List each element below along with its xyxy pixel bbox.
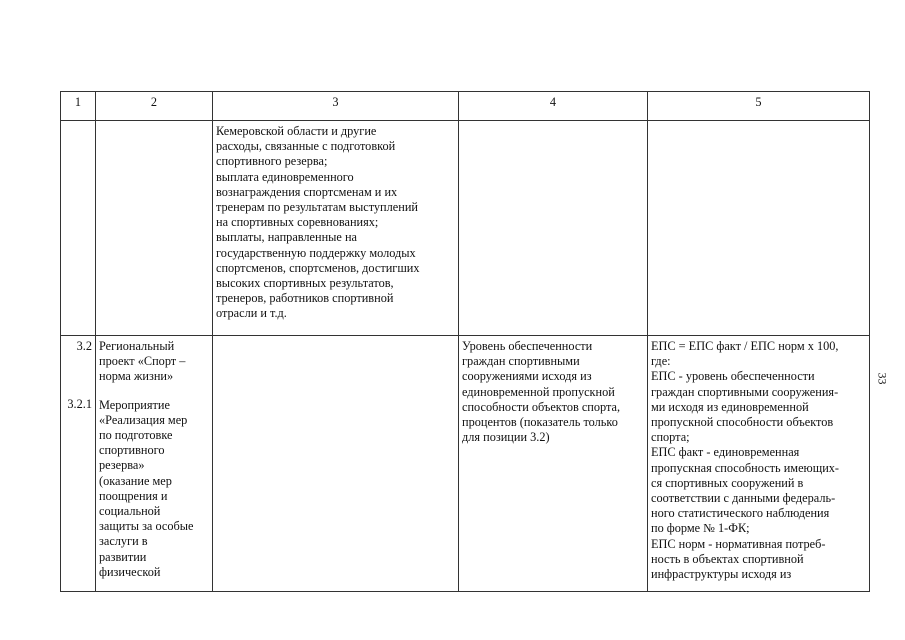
header-col-5: 5	[648, 92, 870, 121]
table-row	[61, 336, 870, 592]
measure-description: Мероприятие «Реализация мер по подготовке спортивного резерва» (оказание мер поощрения и социальной защиты за особые заслуги в развитии физической	[99, 397, 194, 579]
row1-col4	[459, 121, 648, 336]
indicator-description: Уровень обеспеченности граждан спортивными сооружениями исходя из единовременной пропускной способности объектов спорта, процентов (показатель только для позиции 3.2)	[459, 336, 648, 592]
table-row	[61, 121, 870, 336]
header-col-2: 2	[96, 92, 213, 121]
row1-col1	[61, 121, 96, 336]
row2-col2	[96, 336, 213, 592]
item-number-3-2: 3.2	[76, 339, 92, 353]
row1-col2	[96, 121, 213, 336]
row1-col5	[648, 121, 870, 336]
spacer	[64, 354, 92, 369]
item-number-3-2-1: 3.2.1	[67, 397, 92, 412]
project-title: Региональный проект «Спорт – норма жизни»	[99, 339, 186, 384]
table-header-row	[61, 92, 870, 121]
header-col-4: 4	[459, 92, 648, 121]
spacer	[64, 369, 92, 384]
spacer	[99, 385, 209, 398]
formula-description: ЕПС = ЕПС факт / ЕПС норм x 100, где: ЕПС - уровень обеспеченности граждан спортивными сооружения- ми исходя из единовременной пропускной способности объектов спорта; ЕПС факт - единовременная пропускная способность имеющих- ся спортивных сооружений в соответствии с данными федераль- ного статистического наблюдения по форме № 1-ФК; ЕПС норм - нормативная потреб- ность в объектах спортивной инфраструктуры исходя из	[648, 336, 870, 592]
spacer	[64, 384, 92, 397]
header-col-3: 3	[213, 92, 459, 121]
row2-col1	[61, 336, 96, 592]
header-col-1: 1	[61, 92, 96, 121]
row1-col3: Кемеровской области и другие расходы, связанные с подготовкой спортивного резерва; выплата единовременного вознаграждения спортсменам и их тренерам по результатам выступлений на спортивных соревнованиях; выплаты, направленные на государственную поддержку молодых спортсменов, спортсменов, достигших высоких спортивных результатов, тренеров, работников спортивной отрасли и т.д.	[213, 121, 459, 336]
page-number: 33	[875, 372, 890, 385]
document-table	[60, 91, 870, 592]
row2-col3	[213, 336, 459, 592]
